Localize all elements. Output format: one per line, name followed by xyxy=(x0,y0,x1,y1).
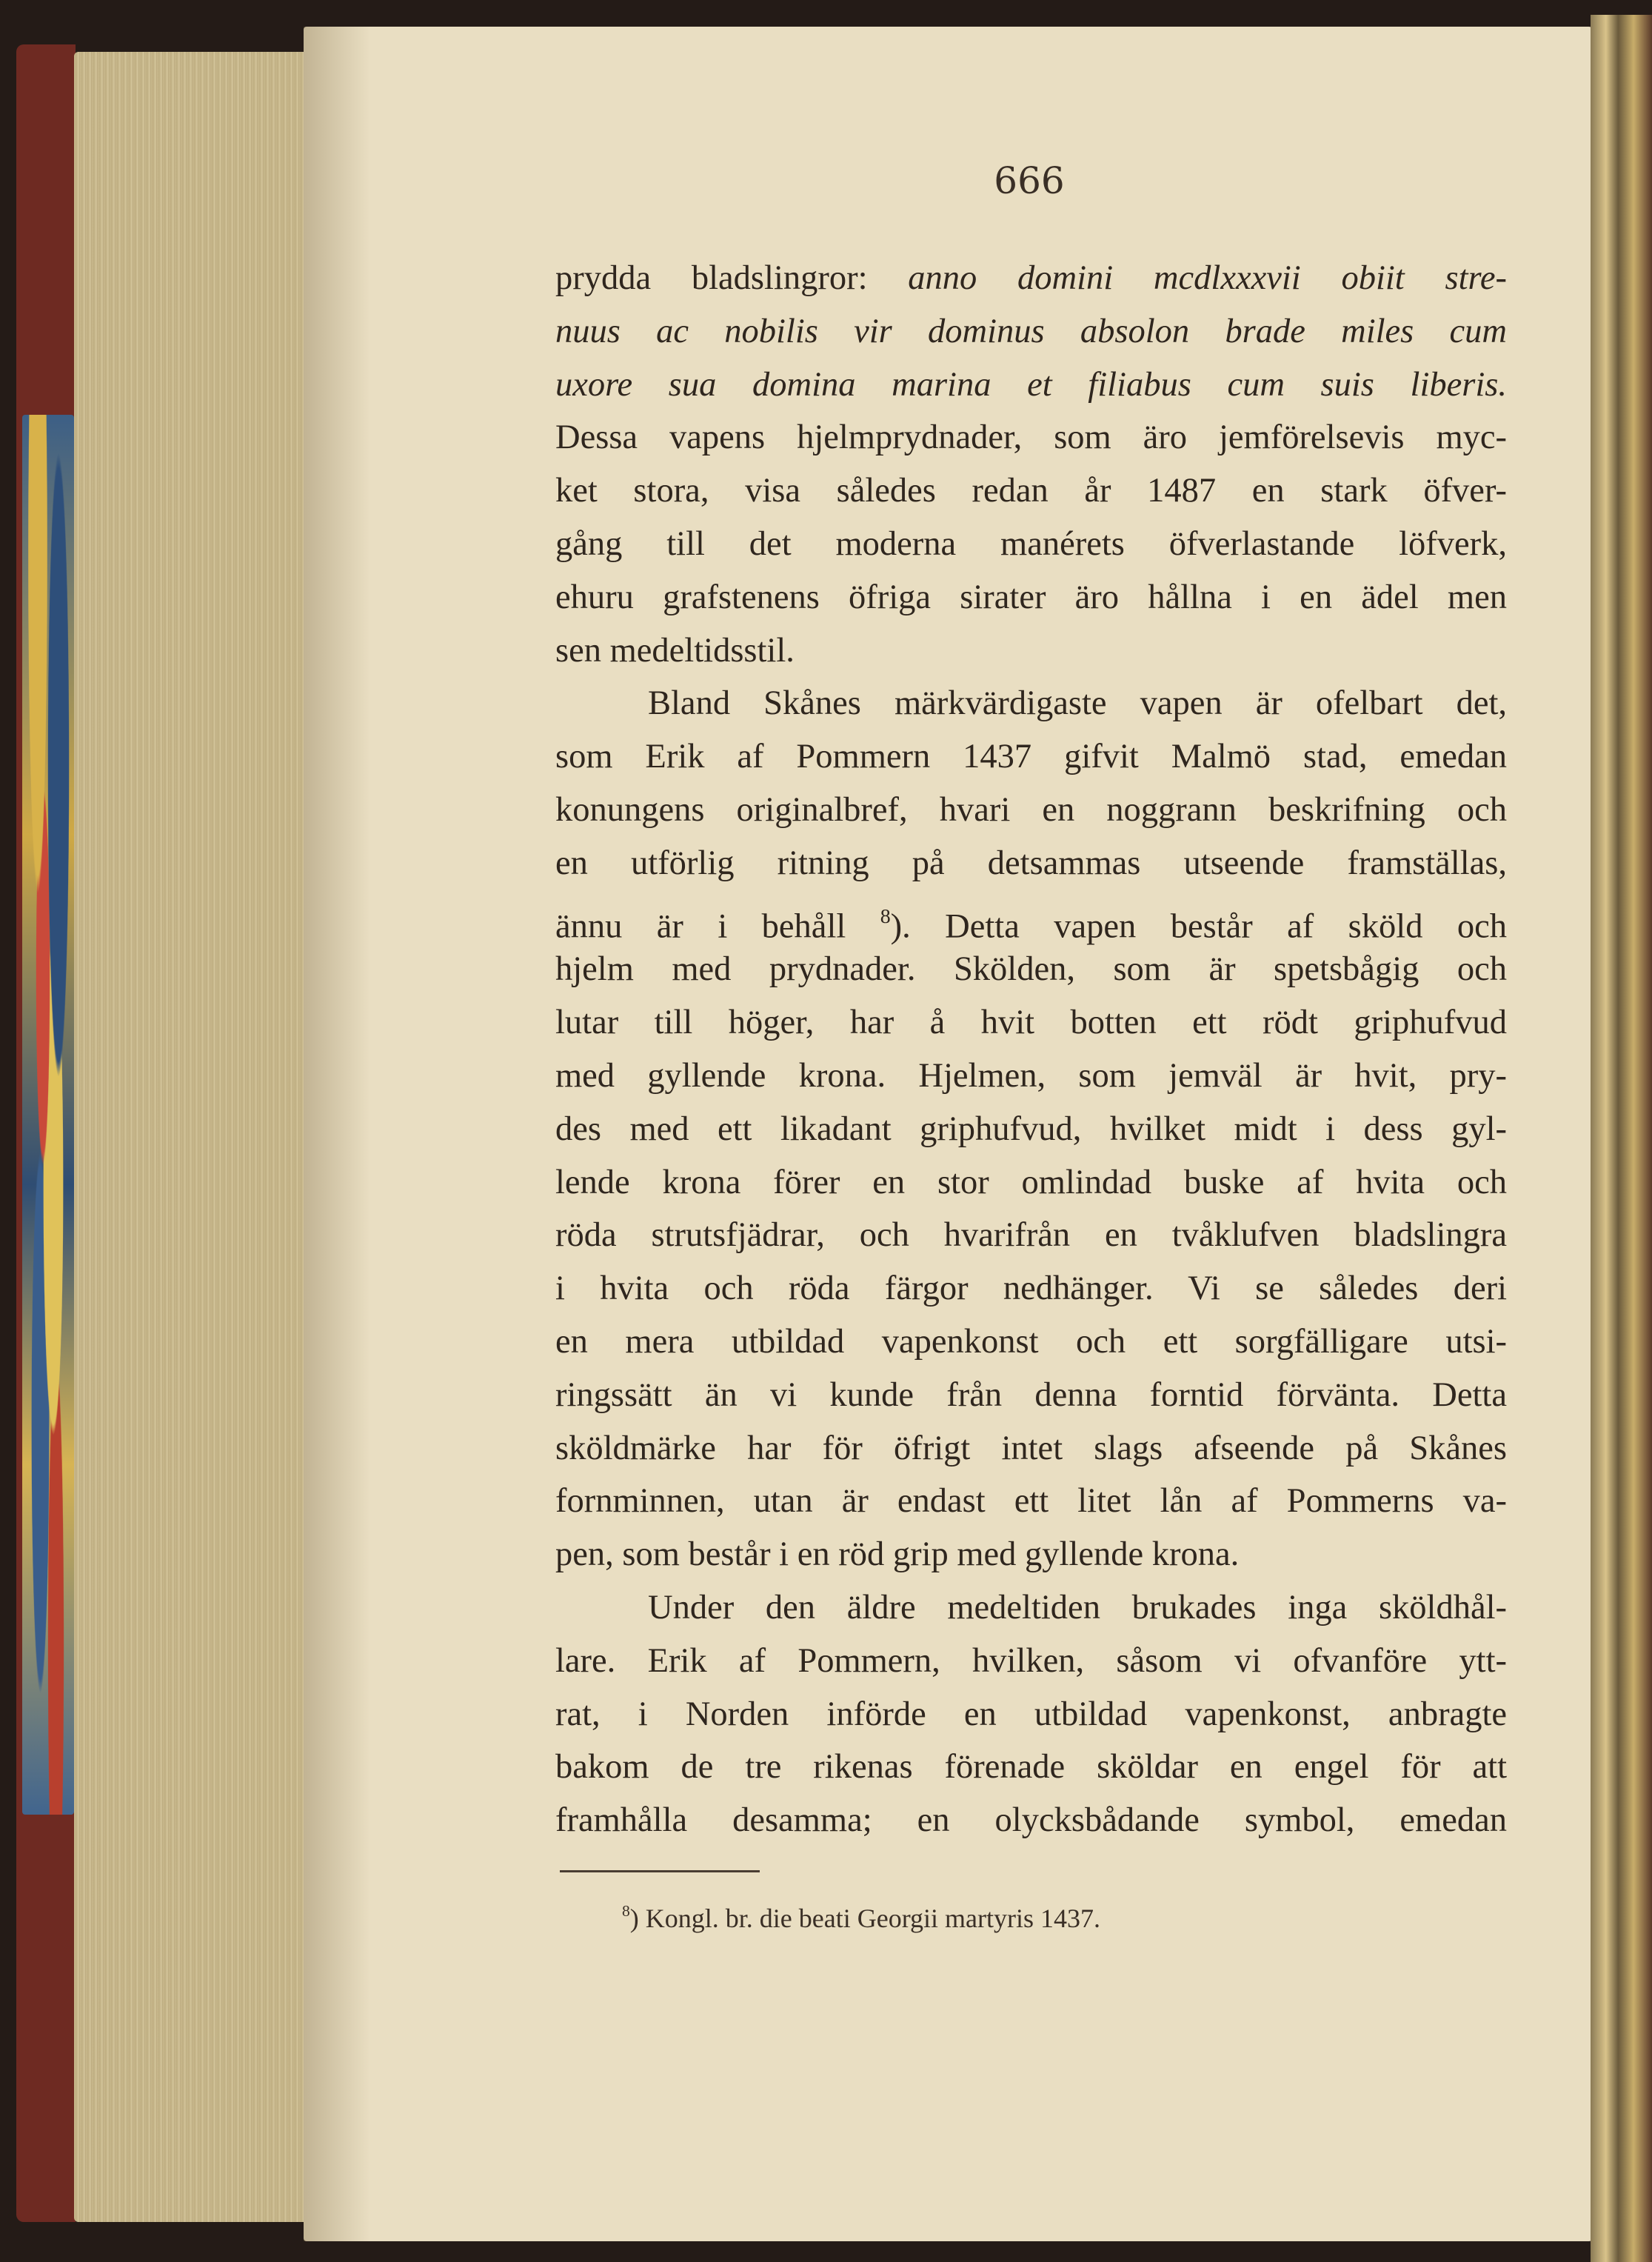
footnote-rule xyxy=(560,1870,760,1872)
text-run: ännu är i behåll xyxy=(555,907,880,946)
footnote-text: ) Kongl. br. die beati Georgii martyris 1437. xyxy=(629,1904,1101,1934)
text-line: fornminnen, utan är endast ett litet lån af Pommerns va- xyxy=(555,1482,1507,1521)
text-line: ringssätt än vi kunde från denna forntid förvänta. Detta xyxy=(555,1375,1507,1414)
text-line: des med ett likadant griphufvud, hvilket midt i dess gyl- xyxy=(555,1110,1507,1148)
text-line: en utförlig ritning på detsammas utseende framställas, xyxy=(555,844,1507,882)
text-line: hjelm med prydnader. Skölden, som är spetsbågig och xyxy=(555,950,1507,989)
right-binding-edge xyxy=(1591,15,1652,2262)
text-line: som Erik af Pommern 1437 gifvit Malmö stad, emedan xyxy=(555,738,1507,776)
text-line: Under den äldre medeltiden brukades inga sköldhål- xyxy=(648,1588,1507,1627)
text-line: Dessa vapens hjelmprydnader, som äro jemförelsevis myc- xyxy=(555,418,1507,457)
text-line xyxy=(555,252,1507,305)
text-run: nuus ac nobilis vir dominus absolon brade miles cum xyxy=(555,312,1507,350)
footnote-ref: 8 xyxy=(622,1902,630,1920)
text-line: lende krona förer en stor omlindad buske af hvita och xyxy=(555,1163,1507,1201)
text-run: prydda bladslingror: xyxy=(555,259,909,297)
footnote-marker: 8 xyxy=(880,904,891,928)
text-line: Bland Skånes märkvärdigaste vapen är ofelbart det, xyxy=(648,684,1507,723)
text-line: sen medeltidsstil. xyxy=(555,631,795,670)
text-line: gång till det moderna manérets öfverlastande löfverk, xyxy=(555,524,1507,563)
text-line: konungens originalbref, hvari en noggrann beskrifning och xyxy=(555,790,1507,829)
text-line: röda strutsfjädrar, och hvarifrån en tvåklufven bladslingra xyxy=(555,1216,1507,1255)
text-line: framhålla desamma; en olycksbådande symbol, emedan xyxy=(555,1801,1507,1840)
text-line: ehuru grafstenens öfriga sirater äro hållna i en ädel men xyxy=(555,578,1507,616)
text-run: ). Detta vapen består af sköld och xyxy=(890,907,1507,946)
text-line: i hvita och röda färgor nedhänger. Vi se således deri xyxy=(555,1270,1507,1308)
marbled-endpaper xyxy=(22,415,74,1815)
text-line: med gyllende krona. Hjelmen, som jemväl är hvit, pry- xyxy=(555,1056,1507,1095)
text-line: sköldmärke har för öfrigt intet slags afseende på Skånes xyxy=(555,1429,1507,1467)
page-block-edges xyxy=(74,52,318,2222)
text-line xyxy=(555,305,1507,358)
text-run: anno domini mcdlxxxvii obiit stre- xyxy=(908,259,1507,297)
page-number: 666 xyxy=(994,159,1065,202)
text-line: lare. Erik af Pommern, hvilken, såsom vi ofvanföre ytt- xyxy=(555,1641,1507,1680)
text-line: lutar till höger, har å hvit botten ett rödt griphufvud xyxy=(555,1004,1507,1042)
text-line: pen, som består i en röd grip med gyllende krona. xyxy=(555,1535,1240,1574)
text-line: rat, i Norden införde en utbildad vapenkonst, anbragte xyxy=(555,1695,1507,1733)
text-line: en mera utbildad vapenkonst och ett sorgfälligare utsi- xyxy=(555,1322,1507,1361)
page-gutter-shadow xyxy=(304,27,370,2241)
text-line: bakom de tre rikenas förenade sköldar en engel för att xyxy=(555,1748,1507,1786)
footnote xyxy=(622,1902,1362,1934)
text-run: uxore sua domina marina et filiabus cum suis liberis. xyxy=(555,365,1507,404)
body-text xyxy=(555,252,1507,1847)
text-line xyxy=(555,358,1507,412)
text-line xyxy=(555,890,1507,944)
text-line: ket stora, visa således redan år 1487 en stark öfver- xyxy=(555,472,1507,510)
